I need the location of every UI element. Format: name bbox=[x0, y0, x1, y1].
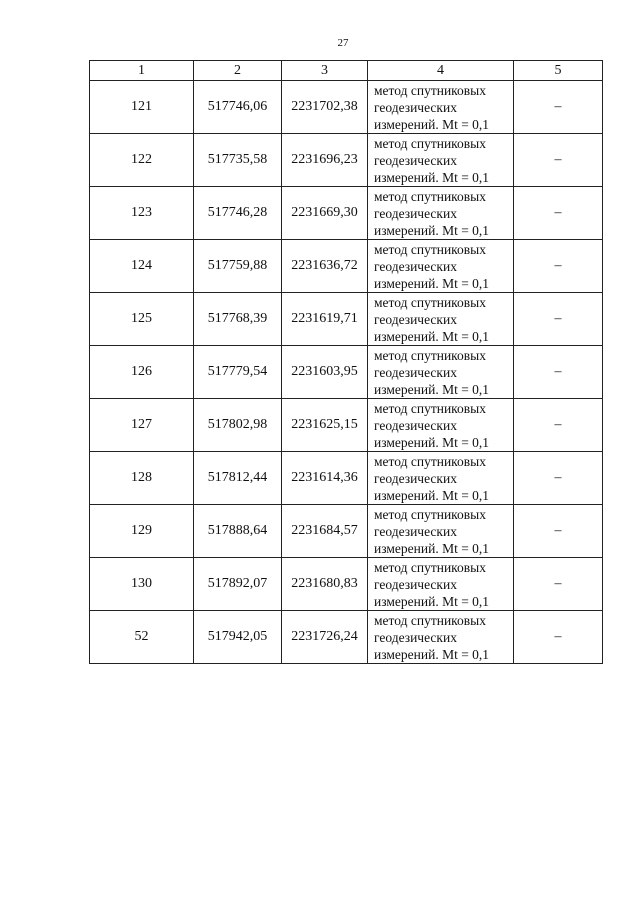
method-cell: метод спутниковых геодезических измерений. Mt = 0,1 bbox=[368, 611, 514, 664]
method-cell: метод спутниковых геодезических измерений. Mt = 0,1 bbox=[368, 346, 514, 399]
x-coordinate-cell: 517942,05 bbox=[194, 611, 282, 664]
point-number-cell: 124 bbox=[90, 240, 194, 293]
column-header-5: 5 bbox=[514, 61, 603, 81]
method-cell: метод спутниковых геодезических измерений. Mt = 0,1 bbox=[368, 505, 514, 558]
y-coordinate-cell: 2231625,15 bbox=[282, 399, 368, 452]
y-coordinate-cell: 2231619,71 bbox=[282, 293, 368, 346]
x-coordinate-cell: 517746,28 bbox=[194, 187, 282, 240]
x-coordinate-cell: 517768,39 bbox=[194, 293, 282, 346]
method-cell: метод спутниковых геодезических измерений. Mt = 0,1 bbox=[368, 293, 514, 346]
note-cell: – bbox=[514, 611, 603, 664]
y-coordinate-cell: 2231702,38 bbox=[282, 81, 368, 134]
note-cell: – bbox=[514, 134, 603, 187]
y-coordinate-cell: 2231603,95 bbox=[282, 346, 368, 399]
x-coordinate-cell: 517746,06 bbox=[194, 81, 282, 134]
x-coordinate-cell: 517802,98 bbox=[194, 399, 282, 452]
x-coordinate-cell: 517735,58 bbox=[194, 134, 282, 187]
table-row bbox=[90, 505, 603, 558]
column-header-3: 3 bbox=[282, 61, 368, 81]
point-number-cell: 129 bbox=[90, 505, 194, 558]
method-cell: метод спутниковых геодезических измерений. Mt = 0,1 bbox=[368, 240, 514, 293]
method-cell: метод спутниковых геодезических измерений. Mt = 0,1 bbox=[368, 134, 514, 187]
point-number-cell: 128 bbox=[90, 452, 194, 505]
note-cell: – bbox=[514, 187, 603, 240]
point-number-cell: 127 bbox=[90, 399, 194, 452]
note-cell: – bbox=[514, 452, 603, 505]
x-coordinate-cell: 517779,54 bbox=[194, 346, 282, 399]
y-coordinate-cell: 2231669,30 bbox=[282, 187, 368, 240]
x-coordinate-cell: 517888,64 bbox=[194, 505, 282, 558]
point-number-cell: 125 bbox=[90, 293, 194, 346]
method-cell: метод спутниковых геодезических измерений. Mt = 0,1 bbox=[368, 399, 514, 452]
point-number-cell: 123 bbox=[90, 187, 194, 240]
column-header-4: 4 bbox=[368, 61, 514, 81]
x-coordinate-cell: 517759,88 bbox=[194, 240, 282, 293]
y-coordinate-cell: 2231680,83 bbox=[282, 558, 368, 611]
table-row bbox=[90, 293, 603, 346]
note-cell: – bbox=[514, 240, 603, 293]
table-body bbox=[90, 81, 603, 664]
method-cell: метод спутниковых геодезических измерений. Mt = 0,1 bbox=[368, 187, 514, 240]
method-cell: метод спутниковых геодезических измерений. Mt = 0,1 bbox=[368, 452, 514, 505]
note-cell: – bbox=[514, 293, 603, 346]
point-number-cell: 130 bbox=[90, 558, 194, 611]
column-header-1: 1 bbox=[90, 61, 194, 81]
table-row bbox=[90, 399, 603, 452]
y-coordinate-cell: 2231684,57 bbox=[282, 505, 368, 558]
table-row bbox=[90, 240, 603, 293]
table-header-row bbox=[90, 61, 603, 81]
method-cell: метод спутниковых геодезических измерений. Mt = 0,1 bbox=[368, 558, 514, 611]
coordinates-table bbox=[89, 60, 603, 664]
note-cell: – bbox=[514, 558, 603, 611]
point-number-cell: 52 bbox=[90, 611, 194, 664]
page-number: 27 bbox=[337, 37, 349, 49]
x-coordinate-cell: 517892,07 bbox=[194, 558, 282, 611]
table-row bbox=[90, 611, 603, 664]
table-row bbox=[90, 187, 603, 240]
point-number-cell: 122 bbox=[90, 134, 194, 187]
table-row bbox=[90, 81, 603, 134]
y-coordinate-cell: 2231696,23 bbox=[282, 134, 368, 187]
table-row bbox=[90, 346, 603, 399]
method-cell: метод спутниковых геодезических измерений. Mt = 0,1 bbox=[368, 81, 514, 134]
x-coordinate-cell: 517812,44 bbox=[194, 452, 282, 505]
note-cell: – bbox=[514, 346, 603, 399]
y-coordinate-cell: 2231614,36 bbox=[282, 452, 368, 505]
note-cell: – bbox=[514, 505, 603, 558]
point-number-cell: 121 bbox=[90, 81, 194, 134]
column-header-2: 2 bbox=[194, 61, 282, 81]
table-row bbox=[90, 558, 603, 611]
table-row bbox=[90, 452, 603, 505]
y-coordinate-cell: 2231726,24 bbox=[282, 611, 368, 664]
point-number-cell: 126 bbox=[90, 346, 194, 399]
table-row bbox=[90, 134, 603, 187]
y-coordinate-cell: 2231636,72 bbox=[282, 240, 368, 293]
note-cell: – bbox=[514, 399, 603, 452]
note-cell: – bbox=[514, 81, 603, 134]
